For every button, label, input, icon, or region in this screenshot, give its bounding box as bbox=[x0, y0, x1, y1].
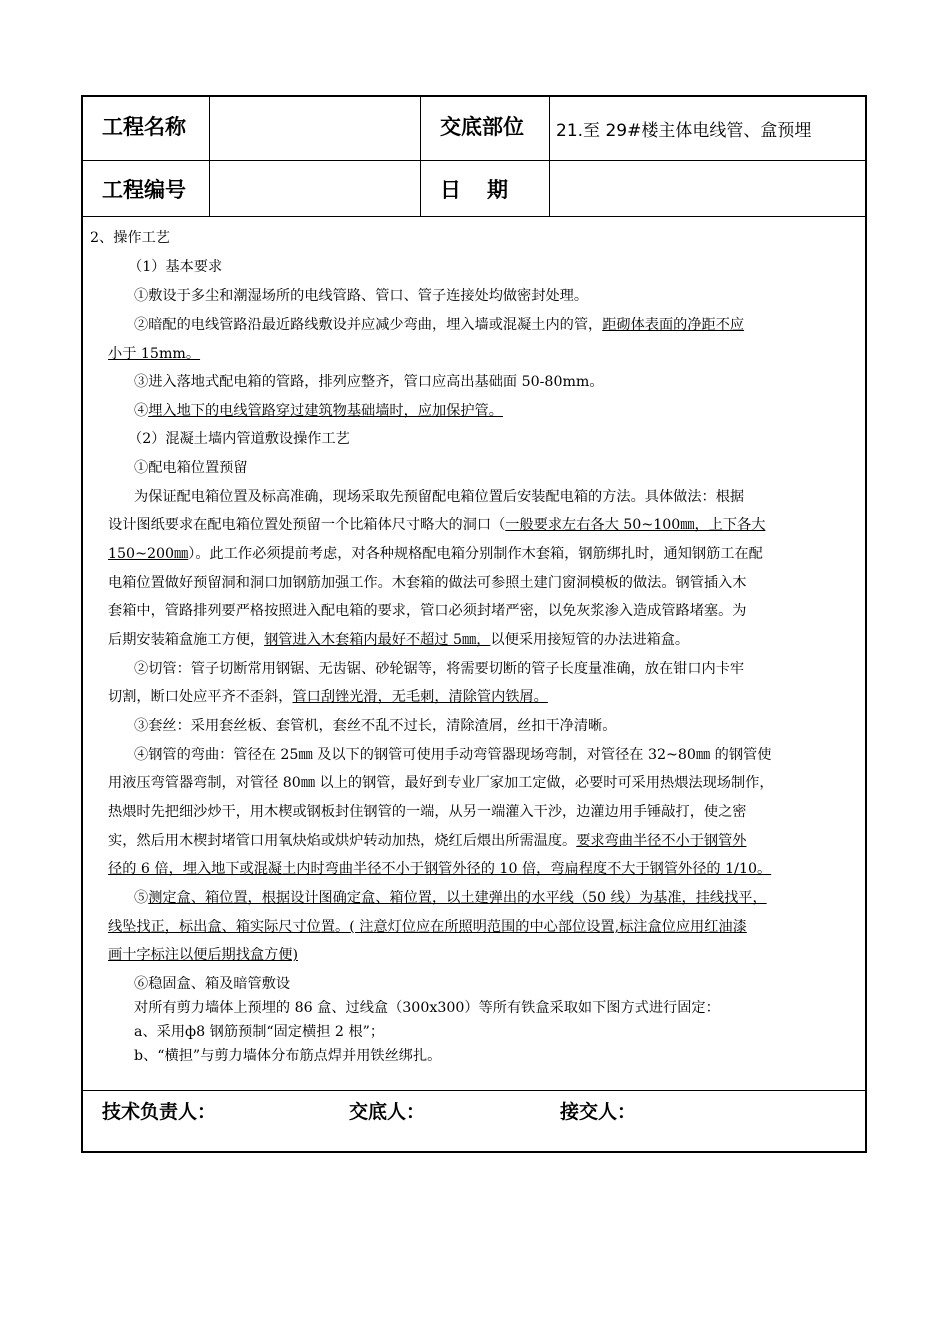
text-run: 切割，断口处应平齐不歪斜， bbox=[108, 689, 293, 705]
text-run: ①配电箱位置预留 bbox=[134, 460, 248, 476]
text-run: 用液压弯管器弯制，对管径 80㎜ 以上的钢管，最好到专业厂家加工定做，必要时可采用热煨法现场制作， bbox=[108, 775, 774, 791]
paragraph-line bbox=[134, 974, 290, 994]
text-run: ⑤ bbox=[134, 890, 149, 906]
text-run: ⑥稳固盒、箱及暗管敷设 bbox=[134, 976, 291, 992]
disclosure-form bbox=[81, 95, 867, 1153]
text-run: ②切管：管子切断常用钢锯、无齿锯、砂轮锯等，将需要切断的管子长度量准确，放在钳口内卡牢 bbox=[134, 661, 745, 677]
text-run: ①敷设于多尘和潮湿场所的电线管路、管口、管子连接处均做密封处理。 bbox=[134, 288, 589, 304]
text-run: b、“横担”与剪力墙体分布筋点焊并用铁丝绑扎。 bbox=[134, 1048, 442, 1064]
paragraph-line bbox=[134, 1022, 384, 1042]
underlined-text: 管口刮锉光滑，无毛刺，清除管内铁屑。 bbox=[292, 689, 548, 705]
paragraph-line bbox=[108, 544, 763, 564]
paragraph-line bbox=[134, 888, 767, 908]
paragraph-line bbox=[134, 286, 588, 306]
text-run: 以便采用接短管的办法进箱盒。 bbox=[490, 632, 690, 648]
project-no-label: 工程编号 bbox=[102, 178, 186, 202]
text-run: 套箱中，管路排列要严格按照进入配电箱的要求，管口必须封堵严密，以免灰浆渗入造成管路堵塞。为 bbox=[108, 603, 747, 619]
text-run: ②暗配的电线管路沿最近路线敷设并应减少弯曲，埋入墙或混凝土内的管， bbox=[134, 317, 603, 333]
sub-heading bbox=[128, 429, 350, 449]
paragraph-line bbox=[108, 802, 746, 822]
sub-heading bbox=[128, 257, 222, 277]
paragraph-line bbox=[108, 573, 746, 593]
paragraph-line bbox=[108, 831, 746, 851]
project-no-label-cell bbox=[83, 161, 210, 216]
project-no-value-cell[interactable] bbox=[210, 161, 421, 216]
underlined-text: 要求弯曲半径不小于钢管外 bbox=[576, 833, 747, 849]
paragraph-line bbox=[134, 998, 720, 1018]
underlined-text: 线坠找正，标出盒、箱实际尺寸位置。( 注意灯位应在所照明范围的中心部位设置,标注盒位应用红油漆 bbox=[108, 919, 747, 935]
text-run: ④ bbox=[134, 403, 149, 419]
paragraph-line bbox=[134, 315, 744, 335]
project-name-label-cell bbox=[83, 97, 210, 160]
signature-row bbox=[83, 1091, 865, 1151]
text-run: （1）基本要求 bbox=[128, 259, 223, 275]
text-run: （2）混凝土墙内管道敷设操作工艺 bbox=[128, 431, 350, 447]
underlined-text: 画十字标注以便后期找盒方便) bbox=[108, 947, 298, 963]
paragraph-line bbox=[108, 917, 747, 937]
discloser-label[interactable]: 交底人： bbox=[349, 1101, 426, 1123]
underlined-text: 钢管进入木套箱内最好不超过 5㎜， bbox=[264, 632, 491, 648]
date-value-cell[interactable] bbox=[550, 161, 865, 216]
paragraph-line bbox=[134, 716, 616, 736]
text-run: 设计图纸要求在配电箱位置处预留一个比箱体尺寸略大的洞口（ bbox=[108, 517, 506, 533]
text-run: ③进入落地式配电箱的管路，排列应整齐，管口应高出基础面 50-80mm。 bbox=[134, 374, 604, 390]
text-run: 实，然后用木楔封堵管口用氧炔焰或烘炉转动加热，烧红后煨出所需温度。 bbox=[108, 833, 577, 849]
project-name-label: 工程名称 bbox=[102, 115, 186, 139]
paragraph-line bbox=[134, 1046, 441, 1066]
project-name-value-cell[interactable] bbox=[210, 97, 421, 160]
header-row-1 bbox=[83, 97, 865, 161]
location-label-cell bbox=[421, 97, 550, 160]
text-run: 电箱位置做好预留洞和洞口加钢筋加强工作。木套箱的做法可参照土建门窗洞模板的做法。钢管插入木 bbox=[108, 575, 747, 591]
underlined-text: 径的 6 倍，埋入地下或混凝土内时弯曲半径不小于钢管外径的 10 倍，弯扁程度不大于钢管外径的 1/10。 bbox=[108, 861, 772, 877]
text-run: 2、操作工艺 bbox=[90, 230, 170, 246]
underlined-text: 一般要求左右各大 50~100㎜，上下各大 bbox=[505, 517, 766, 533]
paragraph-line bbox=[108, 344, 200, 364]
receiver-label[interactable]: 接交人： bbox=[560, 1101, 637, 1123]
content-area bbox=[83, 217, 865, 1091]
location-label: 交底部位 bbox=[440, 115, 524, 139]
text-run: 对所有剪力墙体上预埋的 86 盒、过线盒（300x300）等所有铁盒采取如下图方式进行固定： bbox=[134, 1000, 720, 1016]
paragraph-line bbox=[134, 401, 503, 421]
section-heading bbox=[90, 228, 170, 248]
paragraph-line bbox=[134, 372, 604, 392]
text-run: ④钢管的弯曲：管径在 25㎜ 及以下的钢管可使用手动弯管器现场弯制，对管径在 32~80㎜ 的钢管使 bbox=[134, 747, 772, 763]
paragraph-line bbox=[134, 458, 248, 478]
underlined-text: 150~200㎜ bbox=[108, 546, 189, 562]
location-value-cell[interactable] bbox=[550, 97, 865, 160]
text-run: ）。此工作必须提前考虑，对各种规格配电箱分别制作木套箱，钢筋绑扎时，通知钢筋工在配 bbox=[188, 546, 763, 562]
paragraph-line bbox=[108, 630, 689, 650]
location-value: 21.至 29#楼主体电线管、盒预埋 bbox=[556, 121, 812, 141]
paragraph-line bbox=[108, 687, 548, 707]
paragraph-line bbox=[134, 745, 771, 765]
paragraph-line bbox=[134, 659, 744, 679]
underlined-text: 埋入地下的电线管路穿过建筑物基础墙时，应加保护管。 bbox=[148, 403, 503, 419]
date-label-cell bbox=[421, 161, 550, 216]
text-run: ③套丝：采用套丝板、套管机，套丝不乱不过长，清除渣屑，丝扣干净清晰。 bbox=[134, 718, 617, 734]
underlined-text: 测定盒、箱位置，根据设计图确定盒、箱位置，以土建弹出的水平线（50 线）为基准，挂线找平， bbox=[148, 890, 767, 906]
paragraph-line bbox=[108, 601, 746, 621]
text-run: a、采用ф8 钢筋预制“固定横担 2 根”； bbox=[134, 1024, 385, 1040]
paragraph-line bbox=[108, 773, 774, 793]
text-run: 后期安装箱盒施工方便， bbox=[108, 632, 265, 648]
header-row-2 bbox=[83, 161, 865, 217]
text-run: 为保证配电箱位置及标高准确，现场采取先预留配电箱位置后安装配电箱的方法。具体做法：根据 bbox=[134, 489, 745, 505]
underlined-text: 小于 15mm。 bbox=[108, 346, 201, 362]
underlined-text: 距砌体表面的净距不应 bbox=[602, 317, 745, 333]
paragraph-line bbox=[108, 859, 771, 879]
date-label: 日期 bbox=[440, 178, 534, 202]
tech-lead-label[interactable]: 技术负责人： bbox=[102, 1101, 217, 1123]
text-run: 热煨时先把细沙炒干，用木楔或钢板封住钢管的一端，从另一端灌入干沙，边灌边用手锤敲打，使之密 bbox=[108, 804, 747, 820]
paragraph-line bbox=[108, 945, 298, 965]
paragraph-line bbox=[108, 515, 765, 535]
paragraph-line bbox=[134, 487, 744, 507]
